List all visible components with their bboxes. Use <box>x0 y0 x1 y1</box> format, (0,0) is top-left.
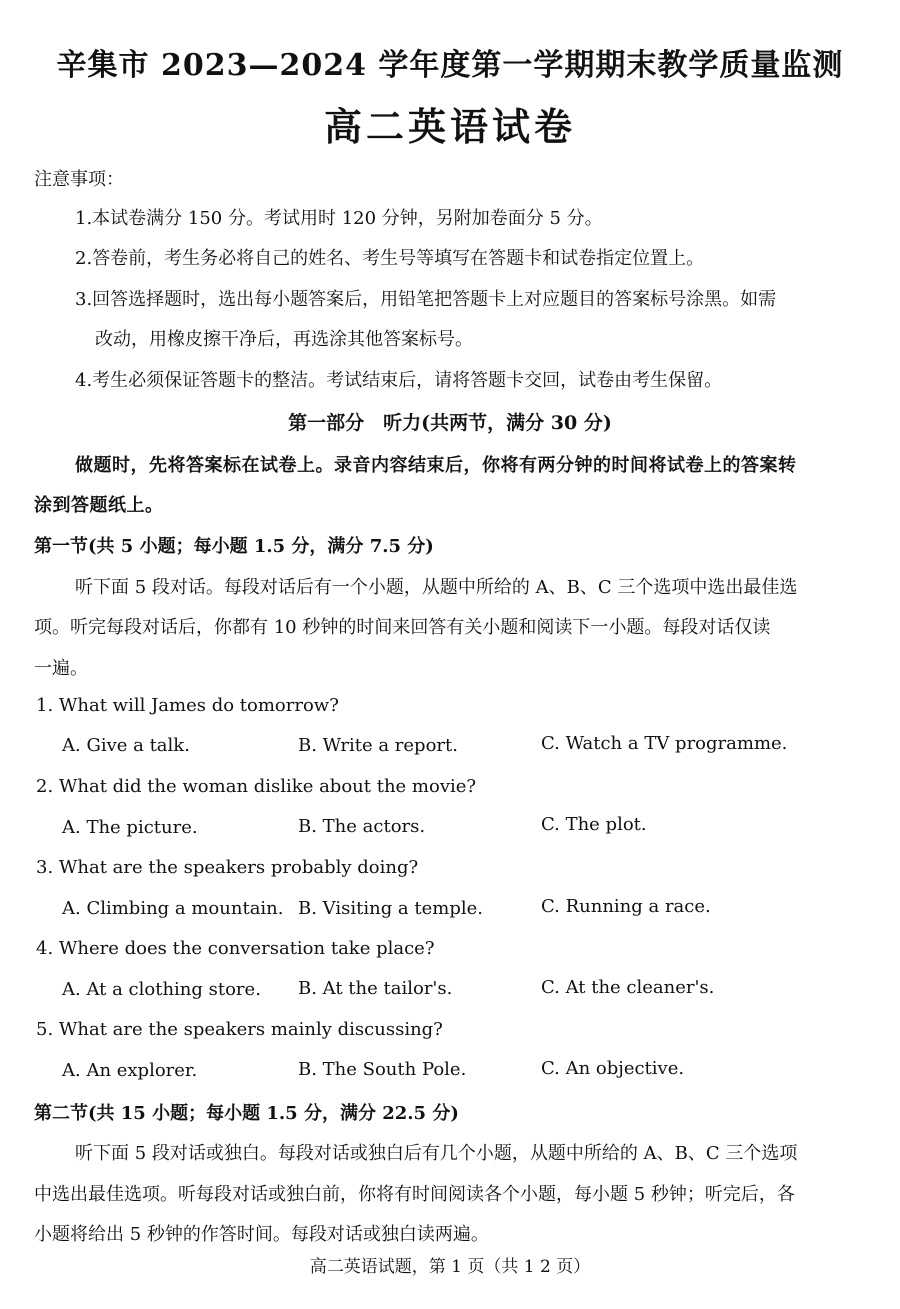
part-1-heading: 第一部分 听力(共两节，满分 30 分) <box>288 412 612 434</box>
exam-title: 辛集市 2023—2024 学年度第一学期期末教学质量监测 <box>56 48 844 83</box>
question-4-option-c: C. At the cleaner's. <box>541 977 715 998</box>
question-4-option-a: A. At a clothing store. <box>62 979 261 1000</box>
question-5-option-a: A. An explorer. <box>62 1060 198 1081</box>
question-3-option-c: C. Running a race. <box>541 896 711 917</box>
question-5: 5. What are the speakers mainly discussing? <box>36 1019 443 1040</box>
question-2-option-a: A. The picture. <box>62 817 198 838</box>
page-footer: 高二英语试题，第 1 页（共 1 2 页） <box>309 1257 591 1277</box>
question-4: 4. Where does the conversation take place? <box>36 938 435 959</box>
notice-item-3: 3.回答选择题时，选出每小题答案后，用铅笔把答题卡上对应题目的答案标号涂黑。如需 <box>75 289 777 310</box>
question-3-option-a: A. Climbing a mountain. <box>62 898 284 919</box>
notice-item-1: 1.本试卷满分 150 分。考试用时 120 分钟，另附加卷面分 5 分。 <box>75 208 603 229</box>
section-1-heading: 第一节(共 5 小题；每小题 1.5 分，满分 7.5 分) <box>34 536 434 557</box>
part-1-instruction-continued: 涂到答题纸上。 <box>34 495 164 516</box>
section-1-directions-line-2: 项。听完每段对话后，你都有 10 秒钟的时间来回答有关小题和阅读下一小题。每段对话仅读 <box>34 617 771 638</box>
notice-item-3-continued: 改动，用橡皮擦干净后，再选涂其他答案标号。 <box>95 329 473 350</box>
section-2-directions-line-2: 中选出最佳选项。听每段对话或独白前，你将有时间阅读各个小题，每小题 5 秒钟；听完后，各 <box>34 1184 795 1205</box>
question-1-option-c: C. Watch a TV programme. <box>541 733 788 754</box>
question-2: 2. What did the woman dislike about the movie? <box>36 776 477 797</box>
notice-heading: 注意事项： <box>34 169 124 190</box>
section-2-heading: 第二节(共 15 小题；每小题 1.5 分，满分 22.5 分) <box>34 1103 459 1124</box>
notice-item-2: 2.答卷前，考生务必将自己的姓名、考生号等填写在答题卡和试卷指定位置上。 <box>75 248 705 269</box>
question-2-option-b: B. The actors. <box>298 816 426 837</box>
question-4-option-b: B. At the tailor's. <box>298 978 453 999</box>
part-1-instruction: 做题时，先将答案标在试卷上。录音内容结束后，你将有两分钟的时间将试卷上的答案转 <box>75 455 797 476</box>
section-2-directions-line-3: 小题将给出 5 秒钟的作答时间。每段对话或独白读两遍。 <box>34 1224 489 1245</box>
question-5-option-b: B. The South Pole. <box>298 1059 467 1080</box>
question-1-option-b: B. Write a report. <box>298 735 458 756</box>
notice-item-4: 4.考生必须保证答题卡的整洁。考试结束后，请将答题卡交回，试卷由考生保留。 <box>75 370 723 391</box>
question-2-option-c: C. The plot. <box>541 814 647 835</box>
question-1: 1. What will James do tomorrow? <box>36 695 339 716</box>
section-1-directions: 听下面 5 段对话。每段对话后有一个小题，从题中所给的 A、B、C 三个选项中选出最佳选 <box>75 577 798 598</box>
question-3: 3. What are the speakers probably doing? <box>36 857 419 878</box>
question-3-option-b: B. Visiting a temple. <box>298 898 483 919</box>
question-5-option-c: C. An objective. <box>541 1058 685 1079</box>
exam-subtitle: 高二英语试卷 <box>323 104 576 149</box>
section-1-directions-line-3: 一遍。 <box>34 658 88 679</box>
question-1-option-a: A. Give a talk. <box>62 735 190 756</box>
section-2-directions: 听下面 5 段对话或独白。每段对话或独白后有几个小题，从题中所给的 A、B、C 三个选项 <box>75 1143 798 1164</box>
